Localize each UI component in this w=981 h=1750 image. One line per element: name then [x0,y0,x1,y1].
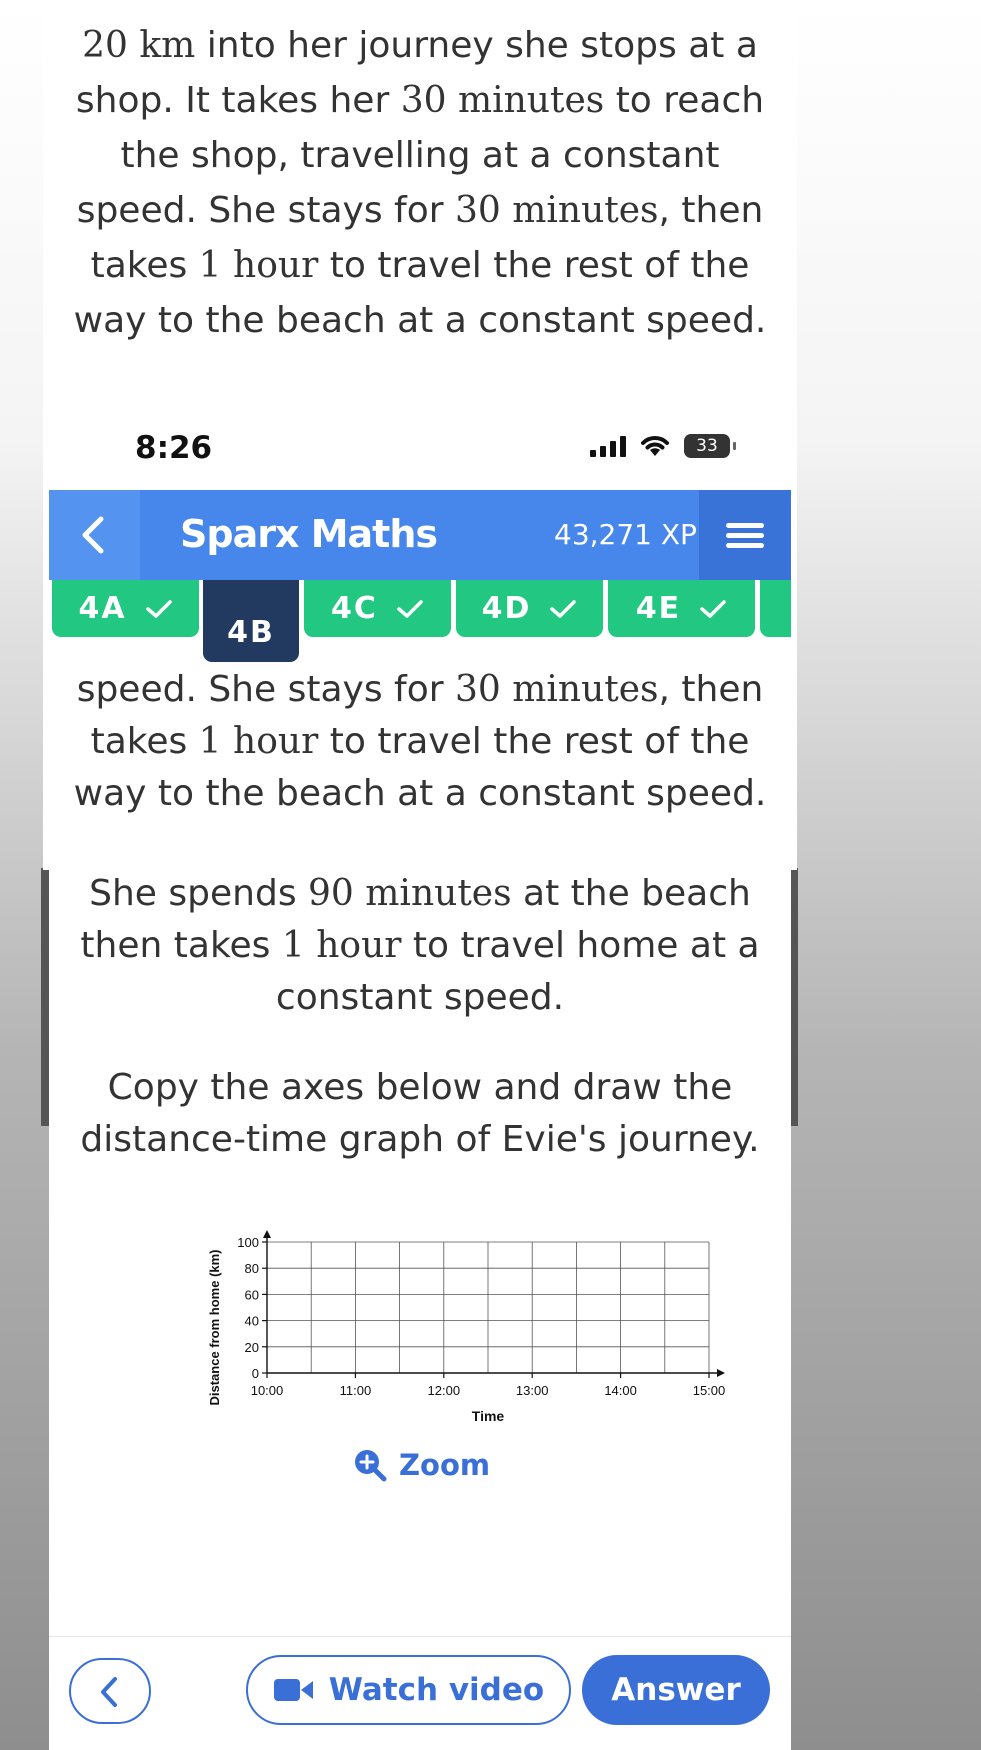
zoom-label: Zoom [399,1448,491,1482]
app-title: Sparx Maths [180,512,437,556]
menu-button[interactable] [699,490,791,580]
watch-video-button[interactable] [246,1655,571,1725]
menu-icon-bar [726,543,764,548]
app-frame [49,490,791,1750]
math-value: 1 [198,721,222,762]
menu-icon-bar [726,523,764,528]
math-value: 30 [454,669,501,710]
y-tick-label: 100 [237,1235,259,1250]
x-tick-label: 10:00 [250,1383,284,1398]
math-unit: hour [233,721,319,762]
text-line: constant speed. [275,977,565,1018]
status-icons [590,434,730,458]
zoom-in-icon [353,1448,387,1482]
app-header [49,490,791,580]
y-tick-label: 40 [244,1313,259,1329]
zoom-button[interactable] [353,1448,490,1482]
y-axis-arrow [263,1230,271,1238]
text-line: Copy the axes below and draw the [107,1067,733,1108]
x-axis-arrow [717,1369,725,1377]
tab-label: 4B [227,614,275,650]
tab-label: 4A [78,591,127,626]
right-edge-strip [790,868,798,1126]
x-tick-label: 15:00 [692,1383,726,1398]
chevron-left-icon [77,515,107,555]
text-fragment: , then [658,669,764,710]
tab-label: 4D [481,591,532,626]
math-value: 1 [198,245,222,286]
text-fragment: , then [658,190,764,231]
chevron-left-icon [97,1675,121,1709]
y-tick-label: 20 [244,1339,259,1355]
answer-button[interactable]: Answer [582,1655,770,1725]
text-line: distance-time graph of Evie's journey. [80,1119,760,1160]
x-tick-label: 13:00 [515,1383,549,1398]
text-line: way to the beach at a constant speed. [73,300,767,341]
text-fragment: then takes [80,925,282,966]
tab-label: 4E [635,591,682,626]
text-fragment: into her journey she stops at a [195,25,758,66]
math-unit: minutes [512,190,659,231]
distance-time-axes [149,1230,749,1440]
math-value: 20 [82,25,128,66]
text-fragment: at the beach [511,873,751,914]
y-axis-title: Distance from home (km) [207,1249,222,1406]
math-value: 1 [281,925,305,966]
battery-icon: 33 [684,434,730,458]
math-unit: km [139,25,196,66]
math-unit: minutes [365,873,512,914]
text-line: way to the beach at a constant speed. [73,773,767,814]
y-tick-label: 0 [251,1366,259,1381]
math-unit: hour [316,925,402,966]
math-unit: hour [233,245,319,286]
cropped-question-text [43,18,797,348]
x-axis-title: Time [471,1408,505,1424]
check-icon [145,599,173,619]
tab-4d[interactable] [456,580,603,637]
text-fragment: speed. She stays for [76,669,455,710]
text-fragment: speed. She stays for [76,190,455,231]
signal-icon [590,435,626,457]
y-tick-label: 80 [244,1261,259,1277]
question-content [49,670,791,1166]
text-fragment: She spends [89,873,309,914]
tab-4b[interactable] [203,580,299,662]
check-icon [396,599,424,619]
menu-icon-bar [726,533,764,538]
x-tick-label: 14:00 [604,1383,637,1398]
text-fragment: to travel home at a [401,925,760,966]
text-fragment: to travel the rest of the [318,245,750,286]
text-fragment: takes [90,721,199,762]
watch-video-label: Watch video [328,1672,545,1708]
status-time: 8:26 [135,430,213,466]
tab-4a[interactable] [52,580,199,637]
text-fragment: to reach [604,80,765,121]
math-value: 90 [308,873,354,914]
text-fragment: shop. It takes her [75,80,401,121]
math-unit: minutes [457,80,605,121]
math-value: 30 [454,190,501,231]
tab-label: 4C [331,591,378,626]
wifi-icon [640,435,670,457]
x-tick-label: 11:00 [339,1383,372,1398]
xp-counter: 43,271 XP [554,518,697,551]
back-button[interactable] [49,490,140,580]
text-fragment: to travel the rest of the [318,721,750,762]
check-icon [549,599,577,619]
video-camera-icon [273,1677,315,1703]
text-line: the shop, travelling at a constant [120,135,720,176]
tab-next-partial[interactable] [760,580,791,637]
footer-divider [49,1636,791,1637]
check-icon [699,599,727,619]
tab-4c[interactable] [304,580,451,637]
math-value: 30 [400,80,447,121]
y-tick-label: 60 [244,1287,259,1303]
math-unit: minutes [512,669,659,710]
text-fragment: takes [90,245,199,286]
left-edge-strip [41,868,49,1126]
tab-4e[interactable] [608,580,755,637]
previous-button[interactable] [69,1658,151,1724]
x-tick-label: 12:00 [427,1383,461,1398]
